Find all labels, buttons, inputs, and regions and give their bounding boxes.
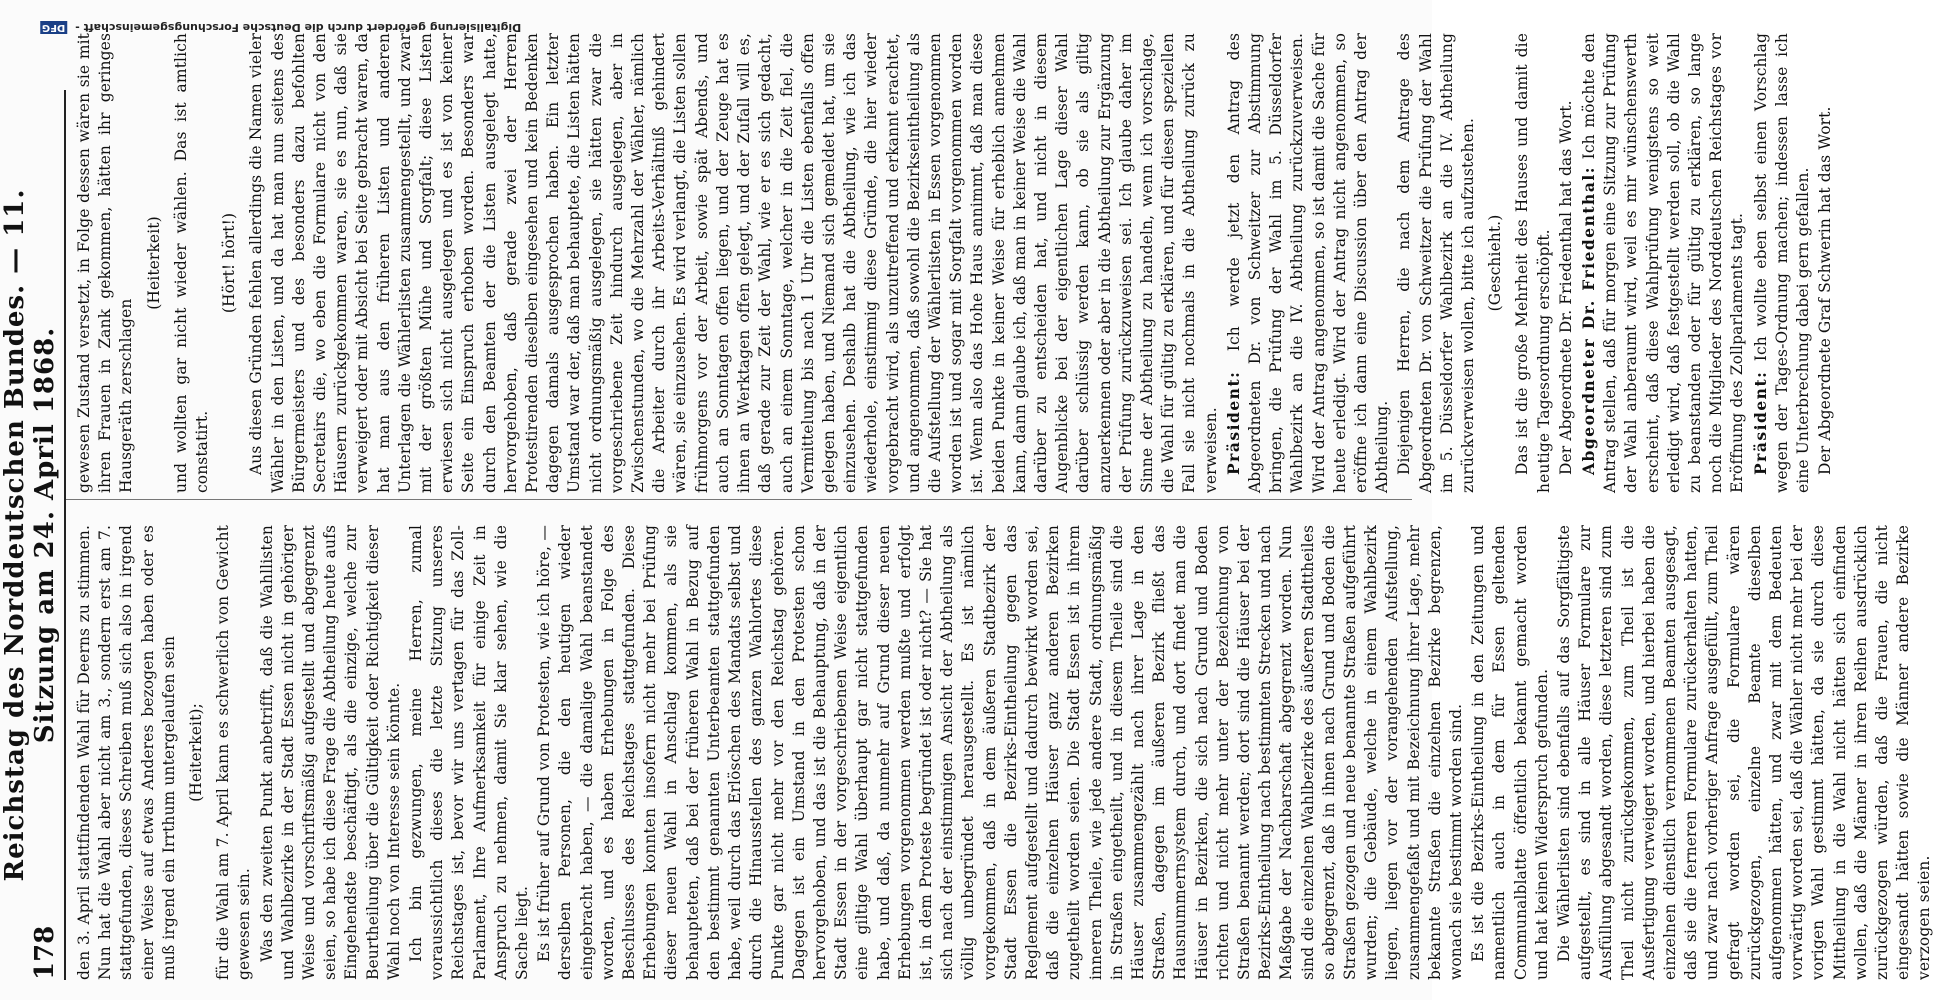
speech-text: Ich werde jetzt den Antrag des Abgeordneten Dr. von Schweitzer zur Abstimmung bringen, die Prüfung der Wahl im 5. Düsseldorfer Wahlbezirk an die IV. Abtheilung zurückzuverweisen. Wird der Antrag angenommen, so ist damit die Sache für heute erledigt. Wird der Antrag nicht angenommen, so eröffne ich dann eine Discussion über den Antrag der Abtheilung. (1224, 33, 1392, 493)
paragraph: Ich bin gezwungen, meine Herren, zumal voraussichtlich dieses die letzte Sitzung unseres Reichstages ist, bevor wir uns vertagen für das Zoll-Parlament, Ihre Aufmerksamkeit für einige Zeit in Anspruch zu nehmen, damit Sie klar sehen, wie die Sache liegt. (407, 525, 532, 980)
running-title: Reichstag des Norddeutschen Bundes. — 11. Sitzung am 24. April 1868. (0, 188, 60, 882)
event-note: (Geschieht.) (1486, 214, 1505, 312)
audience-reaction: (Hört! hört!) (220, 212, 239, 314)
speaker-name: Präsident: (1750, 370, 1770, 475)
paragraph: Das ist die große Mehrheit des Hauses und damit die heutige Tagesordnung erschöpft. (1513, 33, 1553, 493)
paragraph: Diejenigen Herren, die nach dem Antrage des Abgeordneten Dr. von Schweitzer die Prüfung der Wahl im 5. Düsseldorfer Wahlbezirk an die IV. Abtheilung zurückverweisen wollen, bitte ich aufzustehen. (1395, 33, 1477, 493)
speech-paragraph (1223, 33, 1394, 493)
speaker-name: Abgeordneter Dr. Friedenthal: (1579, 166, 1599, 475)
paragraph: Aus diesen Gründen fehlen allerdings die Namen vieler Wähler in den Listen, und da hat man nun seitens des Bürgermeisters und des besonders dazu befohlten Secretairs die, wo eben die Formulare nicht von den Häusern zurückgekommen waren, sie es nun, daß sie verweigert oder mit Absicht bei Seite gebracht waren, da hat man aus den früheren Listen und anderen Unterlagen die Wählerlisten zusammengestellt, und zwar mit der größten Mühe und Sorgfalt; diese Listen erwiesen sich nicht ausgelegen und es ist von keiner Seite ein Einspruch erhoben worden. Besonders war durch den Beamten der die Listen ausgelegt hatte, hervorgehoben, daß gerade zwei der Herren Protestirenden dieselben eingesehen und kein Bedenken dagegen damals ausgesprochen haben. Ein letzter Umstand war der, daß man behauptete, die Listen hätten nicht ordnungsmäßig ausgelegen, sie hätten zwar die vorgeschriebene Zeit hindurch ausgelegen, aber in Zwischenstunden, wo die Mehrzahl der Wähler, nämlich die Arbeiter durch ihr Arbeits-Verhältniß gehindert wären, sie einzusehen. Es wird verlangt, die Listen sollen frühmorgens vor der Arbeit, sowie spät Abends, und auch an Sonntagen offen liegen, und der Zeuge hat es ihnen an Werktagen offen gelegt, und der Zufall will es, daß gerade zur Zeit der Wahl, wie er es sich gedacht, auch an einem Sonntage, welcher in die Zeit fiel, die Vermittelung bis nach 1 Uhr die Listen ebenfalls offen gelegen haben, und Niemand sich gemeldet hat, um sie einzusehen. Deshalb hat die Abtheilung, wie ich das wiederhole, einstimmig diese Gründe, die hier wieder vorgebracht wird, als unzutreffend und erkannt erachtet, und angenommen, daß sowohl die Bezirkseintheilung als die Aufstellung der Wählerlisten in Essen vorgenommen worden ist und sogar mit Sorgfalt vorgenommen worden ist. Wenn also das Hohe Haus annimmt, daß man diese beiden Punkte in keiner Weise für erheblich annehmen kann, dann glaube ich, daß man in keiner Weise die Wahl darüber zu entscheiden hat, und nicht in diesem Augenblicke bei der eigentlichen Lage dieser Wahl darüber schlüssig werden kann, ob sie als giltig anzuerkennen oder aber in die Abtheilung zur Ergänzung der Prüfung zurückzuweisen sei. Ich glaube daher im Sinne der Abtheilung zu handeln, wenn ich vorschlage, die Wahl für gültig zu erklären, und für diesen speziellen Fall sie nicht nochmals in die Abtheilung zurück zu verweisen. (247, 33, 1220, 493)
page-header (0, 90, 66, 980)
speech-paragraph (1578, 33, 1749, 493)
dfg-logo: DFG (42, 22, 66, 33)
paragraph: Was den zweiten Punkt anbetrifft, daß die Wahllisten und Wahlbezirke in der Stadt Essen nicht in gehöriger Weise und vorschriftsmäßig aufgestellt und abgegrenzt seien, so habe ich diese Frage die Abtheilung heute aufs Eingehendste beschäftigt, als die einzige, welche zur Beurtheilung über die Gültigkeit oder Richtigkeit dieser Wahl noch von Interesse sein könnte. (257, 525, 403, 980)
left-column (74, 525, 1934, 980)
speech-paragraph (1750, 33, 1815, 493)
paragraph: Der Abgeordnete Dr. Friedenthal hat das Wort. (1556, 100, 1575, 475)
paragraph: den 3. April stattfindenden Wahl für Deerns zu stimmen. Nun hat die Wahl aber nicht am 3., sondern erst am 7. stattgefunden, dieses Schreiben muß sich also in irgend einer Weise auf etwas Anderes bezogen haben oder es muß irgend ein Irrthum untergelaufen sein (75, 525, 178, 980)
paragraph: Es ist die Bezirks-Eintheilung in den Zeitungen und namentlich auch in dem für Essen geltenden Communalblatte öffentlich bekannt gemacht worden und hat keinen Widerspruch gefunden. (1469, 525, 1551, 980)
paragraph: Der Abgeordnete Graf Schwerin hat das Wort. (1816, 106, 1835, 475)
paragraph: gewesen Zustand versetzt, in Folge dessen wären sie mit ihren Frauen in Zank gekommen, hätten ihr geringes Hausgeräth zerschlagen (75, 33, 136, 493)
speech-text: Ich wollte eben selbst einen Vorschlag wegen der Tages-Ordnung machen; indessen lasse ich eine Unterbrechung dabei gern gefallen. (1751, 33, 1813, 493)
digitization-credit (40, 4, 1400, 34)
paragraph: für die Wahl am 7. April kann es schwerlich von Gewicht gewesen sein. (214, 525, 254, 980)
page-number: 178 (30, 925, 60, 980)
paragraph: Es ist früher auf Grund von Protesten, wie ich höre, — derselben Personen, die den heutigen wieder eingebracht haben, — die damalige Wahl beanstandet worden, und es haben Erhebungen in Folge des Beschlusses des Reichstages stattgefunden. Diese Erhebungen konnten insofern nicht mehr bei Prüfung dieser neuen Wahl in Anschlag kommen, als sie behaupteten, daß bei der früheren Wahl in Bezug auf den bestimmt genannten Unterbeamten stattgefunden habe, weil durch das Erlöschen des Mandats selbst und durch die Hinausstellen des ganzen Wahlortes diese Punkte gar nicht mehr vor den Reichstag gehören. Dagegen ist ein Umstand in den Protesten schon hervorgehoben, und das ist die Behauptung, daß in der Stadt Essen in der vorgeschriebenen Weise eigentlich eine giltige Wahl überhaupt gar nicht stattgefunden habe, und daß, da nunmehr auf Grund dieser neuen Erhebungen vorgenommen werden mußte und erfolgt ist, in dem Proteste begründet ist oder nicht? — Sie hat sich nach der einstimmigen Ansicht der Abtheilung als völlig unbegründet herausgestellt. Es ist nämlich vorgekommen, daß in dem äußeren Stadtbezirk der Stadt Essen die Bezirks-Eintheilung gegen das Reglement aufgestellt und dadurch bewirkt worden sei, daß die einzelnen Häuser ganz anderen Bezirken zugetheilt worden seien. Die Stadt Essen ist in ihrem inneren Theile, wie jede andere Stadt, ordnungsmäßig in Straßen eingetheilt, und in diesem Theile sind die Häuser zusammengezählt nach ihrer Lage in den Straßen, dagegen im äußeren Bezirk fließt das Hausnummernsystem durch, und dort findet man die Häuser in Bezirken, die sich nach Grund und Boden richten und nicht mehr unter der Bezeichnung von Straßen benannt werden; dort sind die Häuser bei der Bezirks-Eintheilung nach bestimmten Strecken und nach Maßgabe der Nachbarschaft abgegrenzt worden. Nun sind die einzelnen Wahlbezirke des äußeren Stadttheiles so abgegrenzt, daß in ihnen nach Grund und Boden die Straßen gezogen und neue benannte Straßen aufgeführt wurden; die Gebäude, welche in einem Wahlbezirk liegen, liegen vor der vorangehenden Aufstellung, zusammengefaßt und mit Bezeichnung ihrer Lage, mehr bekannte Straßen die einzelnen Bezirke begrenzen, wonach sie bestimmt worden sind. (535, 525, 1465, 980)
paragraph: und wollten gar nicht wieder wählen. Das ist amtlich constatirt. (171, 33, 212, 493)
column-divider (66, 499, 1412, 500)
audience-reaction: (Heiterkeit); (187, 703, 206, 802)
speaker-name: Präsident: (1223, 370, 1243, 475)
right-column (74, 32, 1835, 493)
paragraph: Die Wählerlisten sind ebenfalls auf das Sorgfältigste aufgestellt, es sind in alle Häuser Formulare zur Ausfüllung abgesandt worden, diese letzteren sind zum Theil nicht zurückgekommen, zum Theil ist die Ausfertigung verweigert worden, und hierbei haben die einzelnen dienstlich vernommenen Beamten ausgesagt, daß sie die ferneren Formulare zurückerhalten hatten, und zwar nach vorheriger Anfrage ausgefüllt, zum Theil gefragt worden sei, die Formulare wären zurückgezogen, einzelne Beamte dieselben aufgenommen hätten, und zwar mit dem Bedeuten vorwärtig worden sei, daß die Wähler nicht mehr bei der vorigen Wahl gestimmt hätten, da sie durch diese Mittheilung in die Wahl nicht hätten sich einfinden wollen, daß die Männer in ihren Reihen ausdrücklich zurückgezogen würden, daß die Frauen, die nicht eingesandt hätten sowie die Männer andere Bezirke verzogen seien. (1555, 525, 1934, 980)
audience-reaction: (Heiterkeit) (144, 216, 163, 310)
speech-text: Ich möchte den Antrag stellen, daß für morgen eine Sitzung zur Prüfung der Wahl anberaumt wird, weil es mir wünschenswerth erscheint, daß diese Wahlprüfung wenigstens so weit erledigt wird, daß festgestellt werden soll, ob die Wahl zu beanstanden oder für gültig zu erklären, so lange noch die Mitglieder des Norddeutschen Reichstages vor Eröffnung des Zollparlaments tagt. (1580, 32, 1747, 493)
credit-text: Digitalisierung gefördert durch die Deutsche Forschungsgemeinschaft - (75, 21, 522, 34)
